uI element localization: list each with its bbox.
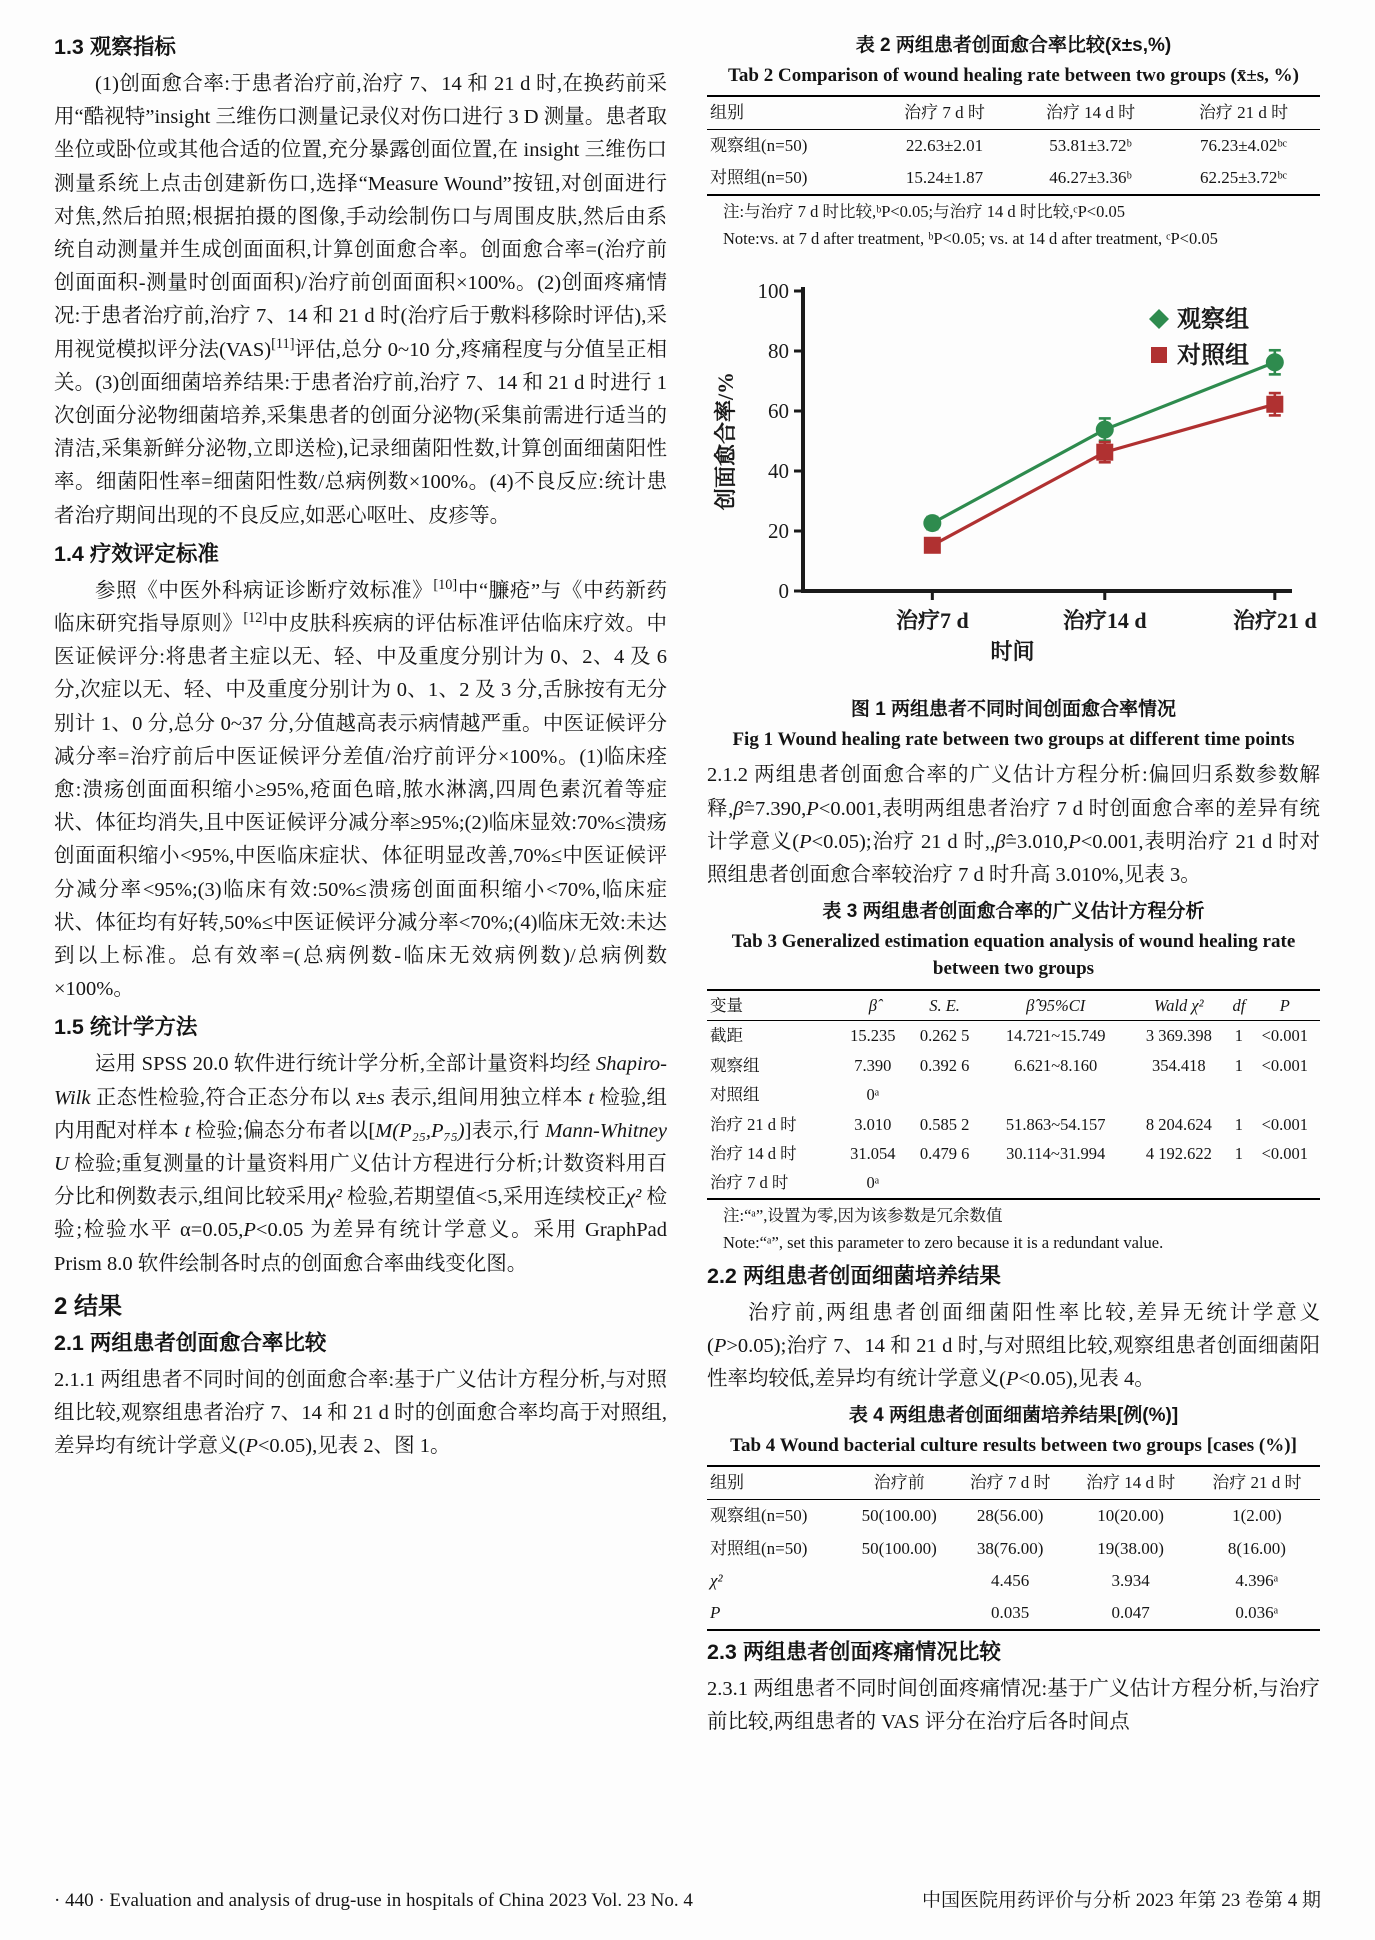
wound-healing-chart <box>707 265 1320 685</box>
table-cell: 1 <box>1234 1143 1244 1163</box>
text-segment: t <box>184 1119 191 1142</box>
table-header-cell: 组别 <box>707 96 875 130</box>
svg-text:20: 20 <box>768 519 789 544</box>
table-cell <box>1129 1080 1228 1109</box>
figure-1-caption-en: Fig 1 Wound healing rate between two groups at different time points <box>732 728 1295 750</box>
table-cell: 53.81±3.72ᵇ <box>1049 136 1132 156</box>
table-cell: 治疗 7 d 时 <box>710 1173 789 1193</box>
text-segment: ]表示,行 <box>464 1119 546 1142</box>
text-segment: <0.05);治疗 21 d 时,, <box>811 830 996 853</box>
text-segment: t <box>588 1086 595 1109</box>
text-segment: 表示,组间用独立样本 <box>384 1086 589 1109</box>
table-row <box>707 1110 1320 1139</box>
text-segment: 中“臁疮”与《中药新药临床研究指导原则》 <box>54 579 668 635</box>
svg-text:0: 0 <box>778 579 789 604</box>
table-cell <box>846 1565 953 1597</box>
text-segment: χ² <box>626 1186 642 1209</box>
table-cell <box>982 1080 1130 1109</box>
table-cell: 28(56.00) <box>976 1506 1044 1526</box>
table-cell: 1 <box>1234 1114 1244 1134</box>
text-segment: <0.05),见表 4。 <box>1018 1368 1155 1391</box>
table-cell: 14.721~15.749 <box>1005 1026 1106 1046</box>
section-2-1-heading: 2.1 两组患者创面愈合率比较 <box>54 1330 327 1355</box>
table-4-caption-en: Tab 4 Wound bacterial culture results between two groups [cases (%)] <box>730 1434 1297 1456</box>
table-2-note-cn: 注:与治疗 7 d 时比较,ᵇP<0.05;与治疗 14 d 时比较,ᶜP<0.05 <box>723 202 1125 222</box>
table-cell <box>1228 1168 1250 1198</box>
two-column-layout <box>54 26 1321 1741</box>
svg-text:治疗21 d: 治疗21 d <box>1232 608 1317 634</box>
text-segment: 2.1.1 两组患者不同时间的创面愈合率:基于广义估计方程分析,与对照组比较,观察组患者治疗 7、14 和 21 d 时的创面愈合率均高于对照组,差异均有统计学意义( <box>54 1368 667 1458</box>
table-cell: χ² <box>710 1570 723 1590</box>
table-3-caption-en: Tab 3 Generalized estimation equation analysis of wound healing rate between two groups <box>731 930 1296 980</box>
text-segment: 检验;检验水平 α=0.05, <box>54 1186 668 1242</box>
table-cell: 6.621~8.160 <box>1014 1055 1098 1075</box>
text-segment: P <box>245 1435 258 1458</box>
table-header-cell: 治疗前 <box>846 1466 953 1500</box>
table-cell: <0.001 <box>1261 1026 1309 1046</box>
paragraph-2-2 <box>707 1297 1320 1397</box>
table-cell: 观察组(n=50) <box>710 1506 808 1526</box>
table-cell: 治疗 21 d 时 <box>710 1114 797 1134</box>
text-segment: P <box>799 830 812 853</box>
text-segment: =7.390, <box>743 797 807 820</box>
svg-text:80: 80 <box>768 339 789 364</box>
table-header-cell: S. E. <box>907 990 982 1021</box>
table-header-cell: 组别 <box>707 1466 846 1500</box>
text-segment: =3.010, <box>1005 830 1069 853</box>
text-segment: [11] <box>271 335 295 352</box>
table-cell: 7.390 <box>854 1055 892 1075</box>
table-2-caption-cn: 表 2 两组患者创面愈合率比较(x̄±s,%) <box>855 35 1172 56</box>
table-cell: 50(100.00) <box>861 1506 937 1526</box>
table-3-note-cn: 注:“ᵃ”,设置为零,因为该参数是冗余数值 <box>723 1205 1003 1225</box>
table-cell: 3.010 <box>854 1114 892 1134</box>
table-header-cell: df <box>1228 990 1250 1021</box>
section-1-4-heading: 1.4 疗效评定标准 <box>54 541 219 566</box>
text-segment: 检验;重复测量的计量资料用广义估计方程进行分析;计数资料用百分比和例数表示,组间比较采用 <box>54 1152 667 1209</box>
paragraph-observation-indicators <box>54 68 667 533</box>
table-cell: 对照组(n=50) <box>710 1538 808 1558</box>
table-cell: 50(100.00) <box>861 1538 937 1558</box>
table-header-cell: β̂ <box>838 990 907 1021</box>
text-segment: M(P₂₅,P₇₅) <box>375 1119 465 1142</box>
table-cell: 0ᵃ <box>866 1173 880 1193</box>
table-cell: 治疗 14 d 时 <box>710 1143 797 1163</box>
table-cell <box>1129 1168 1228 1198</box>
table-cell: <0.001 <box>1261 1055 1309 1075</box>
section-1-3-heading: 1.3 观察指标 <box>54 35 176 59</box>
svg-text:60: 60 <box>768 399 789 424</box>
text-segment: 运用 SPSS 20.0 软件进行统计学分析,全部计量资料均经 <box>95 1053 596 1076</box>
table-cell: <0.001 <box>1261 1143 1309 1163</box>
table-cell: 0.392 6 <box>919 1055 970 1075</box>
table-header-cell: 治疗 14 d 时 <box>1014 96 1167 130</box>
table-cell: 46.27±3.36ᵇ <box>1049 168 1132 188</box>
table-2-note-en: Note:vs. at 7 d after treatment, ᵇP<0.05; vs. at 14 d after treatment, ᶜP<0.05 <box>723 229 1218 249</box>
table-header-cell: P <box>1250 990 1320 1021</box>
text-segment: P <box>713 1334 727 1357</box>
text-segment: 2.1.2 两组患者创面愈合率的广义估计方程分析:偏回归系数参数解释, <box>707 764 1320 820</box>
section-2-heading: 2 结果 <box>54 1292 123 1320</box>
figure-1 <box>707 265 1320 690</box>
section-1-5-heading: 1.5 统计学方法 <box>54 1015 198 1040</box>
text-segment: 参照《中医外科病证诊断疗效标准》 <box>95 579 434 602</box>
table-cell: 0.479 6 <box>919 1143 970 1163</box>
table-cell: 0.262 5 <box>919 1026 970 1046</box>
table-3-header-row <box>707 990 1320 1021</box>
table-cell <box>982 1168 1130 1198</box>
text-segment: <0.05 为差异有统计学意义。采用 GraphPad Prism 8.0 软件绘制各时点的创面愈合率曲线变化图。 <box>54 1219 668 1275</box>
text-segment: 检验,若期望值<5,采用连续校正 <box>341 1186 627 1209</box>
table-cell: 15.24±1.87 <box>905 168 984 188</box>
table-cell: 22.63±2.01 <box>905 136 984 156</box>
table-2-caption-en: Tab 2 Comparison of wound healing rate between two groups (x̄±s, %) <box>728 64 1299 86</box>
table-4-header-row <box>707 1466 1320 1500</box>
table-cell <box>1250 1080 1320 1109</box>
table-cell <box>1228 1080 1250 1109</box>
text-segment: Mann-Whitney U <box>54 1119 668 1175</box>
table-cell: 截距 <box>710 1026 743 1046</box>
table-cell: 1(2.00) <box>1232 1506 1282 1526</box>
text-segment: <0.001,表明治疗 21 d 时对照组患者创面愈合率较治疗 7 d 时升高 3.010%,见表 3。 <box>707 830 1321 886</box>
table-row <box>707 1565 1320 1597</box>
paragraph-statistical-methods <box>54 1048 667 1280</box>
svg-text:时间: 时间 <box>990 639 1035 665</box>
table-cell: 3.934 <box>1111 1570 1150 1590</box>
table-cell: 31.054 <box>850 1143 896 1163</box>
table-cell: 0.585 2 <box>919 1114 970 1134</box>
text-segment: 治疗前,两组患者创面细菌阳性率比较,差异无统计学意义( <box>707 1301 1320 1357</box>
text-segment: χ² <box>326 1186 342 1209</box>
table-3 <box>707 989 1320 1200</box>
svg-text:治疗14 d: 治疗14 d <box>1062 608 1147 634</box>
right-column <box>707 26 1320 1741</box>
table-header-cell: 治疗 21 d 时 <box>1167 96 1320 130</box>
text-segment: >0.05);治疗 7、14 和 21 d 时,与对照组比较,观察组患者创面细菌阳性率均较低,差异均有统计学意义( <box>707 1334 1320 1391</box>
text-segment: P <box>1068 830 1081 853</box>
text-segment: 正态性检验,符合正态分布以 <box>90 1086 357 1109</box>
table-cell <box>907 1080 982 1109</box>
table-cell: 0.035 <box>990 1602 1030 1622</box>
svg-text:治疗7 d: 治疗7 d <box>895 608 969 634</box>
text-segment: P <box>806 797 819 820</box>
table-cell: 观察组 <box>710 1055 760 1075</box>
text-segment: x̄±s <box>356 1086 385 1109</box>
table-cell: 8 204.624 <box>1145 1114 1212 1134</box>
table-cell: 0.047 <box>1111 1602 1150 1622</box>
table-row <box>707 1168 1320 1198</box>
table-cell: 观察组(n=50) <box>710 136 808 156</box>
text-segment: 评估,总分 0~10 分,疼痛程度与分值呈正相关。(3)创面细菌培养结果:于患者治疗前,治疗 7、14 和 21 d 时进行 1 次创面分泌物细菌培养,采集患者的创面分泌物(采集前需进行适当的清洁,采集新鲜分泌物,立即送检),记录细菌阳性数,计算创面细菌阳性率。细菌阳性率=细菌阳性数/总病例数×100%。(4)不良反应:统计患者治疗期间出现的不良反应,如恶心呕吐、皮疹等。 <box>54 338 667 527</box>
table-cell <box>1250 1168 1320 1198</box>
table-cell: 0ᵃ <box>866 1085 880 1105</box>
text-segment: β̂ <box>733 797 744 820</box>
text-segment: (1)创面愈合率:于患者治疗前,治疗 7、14 和 21 d 时,在换药前采用“酷视特”insight 三维伤口测量记录仪对伤口进行 3 D 测量。患者取坐位或卧位或其他合适的位置,充分暴露创面位置,在 insight 三维伤口测量系统上点击创建新伤口,选择“Measure Wound”按钮,对创面进行对焦,然后拍照;根据拍摄的图像,手动绘制伤口与周围皮肤,然后由系统自动测量并生成创面面积,计算创面愈合率。创面愈合率=(治疗前创面面积-测量时创面面积)/治疗前创面面积×100%。(2)创面疼痛情况:于患者治疗前,治疗 7、14 和 21 d 时(治疗后于敷料移除时评估),采用视觉模拟评分法(VAS) <box>54 72 667 361</box>
table-header-cell: 治疗 21 d 时 <box>1194 1466 1320 1500</box>
paragraph-2-1-1 <box>54 1364 667 1464</box>
paragraph-2-3-1 <box>707 1673 1320 1739</box>
table-row <box>707 1080 1320 1109</box>
footer-left-journal-en: · 440 · Evaluation and analysis of drug-use in hospitals of China 2023 Vol. 23 No. 4 <box>54 1890 693 1912</box>
table-2-header-row <box>707 96 1320 130</box>
text-segment: 检验,组内用配对样本 <box>54 1086 668 1142</box>
table-cell <box>846 1597 953 1630</box>
table-row <box>707 1021 1320 1051</box>
table-cell: 1 <box>1234 1026 1244 1046</box>
table-cell <box>907 1168 982 1198</box>
table-cell: 62.25±3.72ᵇᶜ <box>1200 168 1287 188</box>
figure-1-caption-cn: 图 1 两组患者不同时间创面愈合率情况 <box>850 699 1177 721</box>
table-cell: 38(76.00) <box>976 1538 1044 1558</box>
table-cell: 354.418 <box>1152 1055 1206 1075</box>
text-segment: [10] <box>433 576 458 593</box>
table-cell: 76.23±4.02ᵇᶜ <box>1200 136 1287 156</box>
table-3-note-en: Note:“ᵃ”, set this parameter to zero because it is a redundant value. <box>723 1232 1164 1252</box>
table-header-cell: Wald χ² <box>1129 990 1228 1021</box>
table-2 <box>707 95 1320 196</box>
paragraph-efficacy-criteria <box>54 575 667 1007</box>
table-cell: 4.396ᵃ <box>1235 1570 1279 1590</box>
table-header-cell: β̂ 95%CI <box>982 990 1130 1021</box>
table-header-cell: 治疗 7 d 时 <box>953 1466 1068 1500</box>
text-segment: [12] <box>243 610 268 627</box>
table-cell: 1 <box>1234 1055 1244 1075</box>
table-row <box>707 1533 1320 1565</box>
text-segment: <0.05),见表 2、图 1。 <box>257 1435 451 1458</box>
page-footer <box>54 1889 1321 1914</box>
svg-text:对照组: 对照组 <box>1177 343 1249 370</box>
table-row <box>707 1051 1320 1080</box>
text-segment: 检验;偏态分布者以[ <box>190 1119 376 1142</box>
table-header-cell: 治疗 7 d 时 <box>875 96 1014 130</box>
svg-text:创面愈合率/%: 创面愈合率/% <box>713 372 738 511</box>
table-row <box>707 162 1320 195</box>
text-segment: P <box>243 1219 256 1242</box>
text-segment: P <box>1005 1368 1019 1391</box>
table-cell: 4.456 <box>990 1570 1030 1590</box>
table-3-caption-cn: 表 3 两组患者创面愈合率的广义估计方程分析 <box>822 901 1205 923</box>
table-cell: 15.235 <box>850 1026 896 1046</box>
text-segment: β̂ <box>995 830 1006 853</box>
table-cell: 8(16.00) <box>1227 1538 1286 1558</box>
table-cell: 4 192.622 <box>1145 1143 1212 1163</box>
table-header-cell: 变量 <box>707 990 838 1021</box>
table-row <box>707 1500 1320 1533</box>
text-segment: 中皮肤科疾病的评估标准评估临床疗效。中医证候评分:将患者主症以无、轻、中及重度分别计为 0、2、4 及 6 分,次症以无、轻、中及重度分别计为 0、1、2 及 3 分,舌脉按有无分别计 1、0 分,总分 0~37 分,分值越高表示病情越严重。中医证候评分减分率=治疗前后中医证候评分差值/治疗前评分×100%。(1)临床痊愈:溃疡创面面积缩小≥95%,疮面色暗,脓水淋漓,四周色素沉着等症状、体征均消失,且中医证候评分减分率≥95%;(2)临床显效:70%≤溃疡创面面积缩小<95%,中医临床症状、体征明显改善,70%≤中医证候评分减分率<95%;(3)临床有效:50%≤溃疡创面面积缩小<70%,临床症状、体征均有好转,50%≤中医证候评分减分率<70%;(4)临床无效:未达到以上标准。总有效率=(总病例数-临床无效病例数)/总病例数×100%。 <box>54 612 668 1001</box>
footer-right-journal-cn: 中国医院用药评价与分析 2023 年第 23 卷第 4 期 <box>921 1890 1321 1912</box>
table-header-cell: 治疗 14 d 时 <box>1067 1466 1193 1500</box>
table-cell: 对照组(n=50) <box>710 168 808 188</box>
table-cell: 30.114~31.994 <box>1006 1143 1106 1163</box>
table-row <box>707 1597 1320 1630</box>
table-4 <box>707 1465 1320 1630</box>
table-cell: P <box>710 1602 721 1622</box>
table-cell: 3 369.398 <box>1145 1026 1212 1046</box>
section-2-3-heading: 2.3 两组患者创面疼痛情况比较 <box>707 1639 1001 1664</box>
svg-text:40: 40 <box>768 459 789 484</box>
section-2-2-heading: 2.2 两组患者创面细菌培养结果 <box>707 1263 1001 1288</box>
table-cell: 对照组 <box>710 1085 760 1105</box>
svg-text:观察组: 观察组 <box>1177 307 1249 334</box>
text-segment: 2.3.1 两组患者不同时间创面疼痛情况:基于广义估计方程分析,与治疗前比较,两组患者的 VAS 评分在治疗后各时间点 <box>707 1677 1320 1733</box>
table-cell: 0.036ᵃ <box>1235 1602 1279 1622</box>
paragraph-2-1-2 <box>707 759 1320 892</box>
left-column <box>54 26 667 1741</box>
table-cell: 19(38.00) <box>1097 1538 1164 1558</box>
table-cell: 10(20.00) <box>1097 1506 1164 1526</box>
table-row <box>707 130 1320 163</box>
table-row <box>707 1139 1320 1168</box>
table-cell: <0.001 <box>1261 1114 1309 1134</box>
table-cell: 51.863~54.157 <box>1005 1114 1106 1134</box>
table-4-caption-cn: 表 4 两组患者创面细菌培养结果[例(%)] <box>848 1405 1179 1427</box>
svg-text:100: 100 <box>757 279 789 304</box>
text-segment: Shapiro-Wilk <box>54 1053 667 1109</box>
text-segment: <0.001,表明两组患者治疗 7 d 时创面愈合率的差异有统计学意义( <box>707 797 1320 853</box>
